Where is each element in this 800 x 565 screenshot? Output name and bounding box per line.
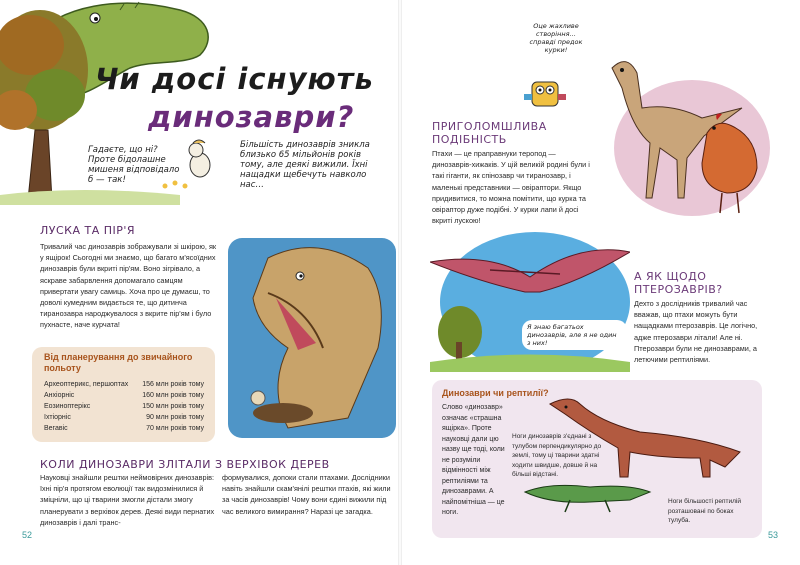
reptiles-note-dinosaur: Ноги динозаврів з'єднані з тулубом перпендикулярно до землі, тому ці тварини здатні ходити швидше, довше й на більші відстані. xyxy=(512,433,602,478)
timeline-row xyxy=(44,413,204,422)
section-text-similarity: Птахи — це праправнуки теропод — динозаврів-хижаків. У цій великій родині були і такі гіганти, як спінозавр чи тиранозавр, і маленькі представники — овіраптори. Якщо придивитися, то можна помітити, що курка та овіраптор дуже подібні. У курки лапи й досі вкриті лускою! xyxy=(432,149,590,226)
timeline-row xyxy=(44,380,204,389)
timeline-row-name: Вегавіс xyxy=(44,425,68,432)
speech-bubble-right: Більшість динозаврів зникла близько 65 мільйонів років тому, але деякі вижили. Їхні нащадки щебечуть навколо нас… xyxy=(240,140,370,190)
section-text-scales-feathers: Тривалий час динозаврів зображували зі шкірою, як у ящірок! Сьогодні ми знаємо, що багато м'ясоїдних динозаврів були вкриті пір'ям. Воно зігрівало, а яскраве забарвлення допомагало самцям привертати увагу самиць. Хоча про це думаєш, то доволі кумедним видається те, що дитинча тиранозавра народжувалося з вкрите пір'ям і було пухнасте, наче курчата! xyxy=(40,242,217,330)
timeline-row-value: 150 млн років тому xyxy=(142,403,204,410)
timeline-row-value: 70 млн років тому xyxy=(146,425,204,432)
page-title-line2: динозаври? xyxy=(148,100,355,134)
section-heading-scales-feathers: ЛУСКА ТА ПІР'Я xyxy=(40,224,136,237)
section-text-flight-col1: Науковці знайшли рештки неймовірних динозаврів: їхні пір'я протягом еволюції так видозмінилися й зміцніли, що ці тварини змогли дістали змогу планерувати з верхівок дерев. Деякі види пернатих динозаврів і далі транс- xyxy=(40,473,215,527)
feathered-trex-illustration xyxy=(228,238,396,438)
section-heading-similarity: ПРИГОЛОМШЛИВА ПОДІБНІСТЬ xyxy=(432,120,547,146)
oviraptor-and-chicken-illustration xyxy=(592,48,770,220)
timeline-row xyxy=(44,424,204,433)
timeline-row xyxy=(44,391,204,400)
speech-bubble-pterosaur: Я знаю багатьох динозаврів, але я не один з них! xyxy=(522,320,627,350)
speech-bubble-left: Гадаєте, що ні? Проте бідолашне мишеня відповідало б — так! xyxy=(88,145,180,185)
page-number-left: 52 xyxy=(22,530,33,540)
page-number-right: 53 xyxy=(768,530,779,540)
timeline-row-value: 90 млн років тому xyxy=(146,414,204,421)
timeline-row-value: 156 млн років тому xyxy=(142,381,204,388)
reptiles-text: Слово «динозавр» означає «страшна ящірка». Проте науковці дали цю назву ще тоді, коли не розуміли відмінності між рептиліями та динозаврами. А найпомітніша — це ноги. xyxy=(442,404,505,516)
timeline-row-name: Іхтіорніс xyxy=(44,414,71,421)
timeline-row-name: Еозиноптерікс xyxy=(44,403,91,410)
section-heading-pterosaurs: А ЯК ЩОДО ПТЕРОЗАВРІВ? xyxy=(634,270,723,296)
section-text-pterosaurs: Дехто з дослідників тривалий час вважав, що птахи можуть бути нащадками птерозаврів. Це логічно, адже птерозаври літали! Але ні. Птерозаври були не динозаврами, а летючими рептиліями. xyxy=(634,299,758,365)
page-title-line1: Чи досі існують xyxy=(95,62,374,96)
reptiles-note-reptile: Ноги більшості рептилій розташовані по боках тулуба. xyxy=(668,498,741,524)
timeline-row-name: Анхіорніс xyxy=(44,392,75,399)
timeline-row-value: 160 млн років тому xyxy=(142,392,204,399)
timeline-row xyxy=(44,402,204,411)
section-text-flight-col2: формувалися, допоки стали птахами. Дослідники навіть знайшли скам'янілі рештки птахів, які жили за часів динозаврів! Чому вони єдині вижили під час великого вимирання? Наразі це загадка. xyxy=(222,473,391,516)
reptiles-heading: Динозаври чи рептилії? xyxy=(442,388,549,398)
tiny-character-illustration xyxy=(522,62,568,114)
speech-bubble-tiny: Оце жахливе створіння… справді предок курки! xyxy=(529,22,583,54)
section-heading-flight: КОЛИ ДИНОЗАВРИ ЗЛІТАЛИ З ВЕРХІВОК ДЕРЕВ xyxy=(40,458,330,471)
book-gutter xyxy=(398,0,402,565)
timeline-row-name: Археоптерикс, першоптах xyxy=(44,381,129,388)
timeline-title: Від планерування до звичайного польоту xyxy=(44,352,193,373)
